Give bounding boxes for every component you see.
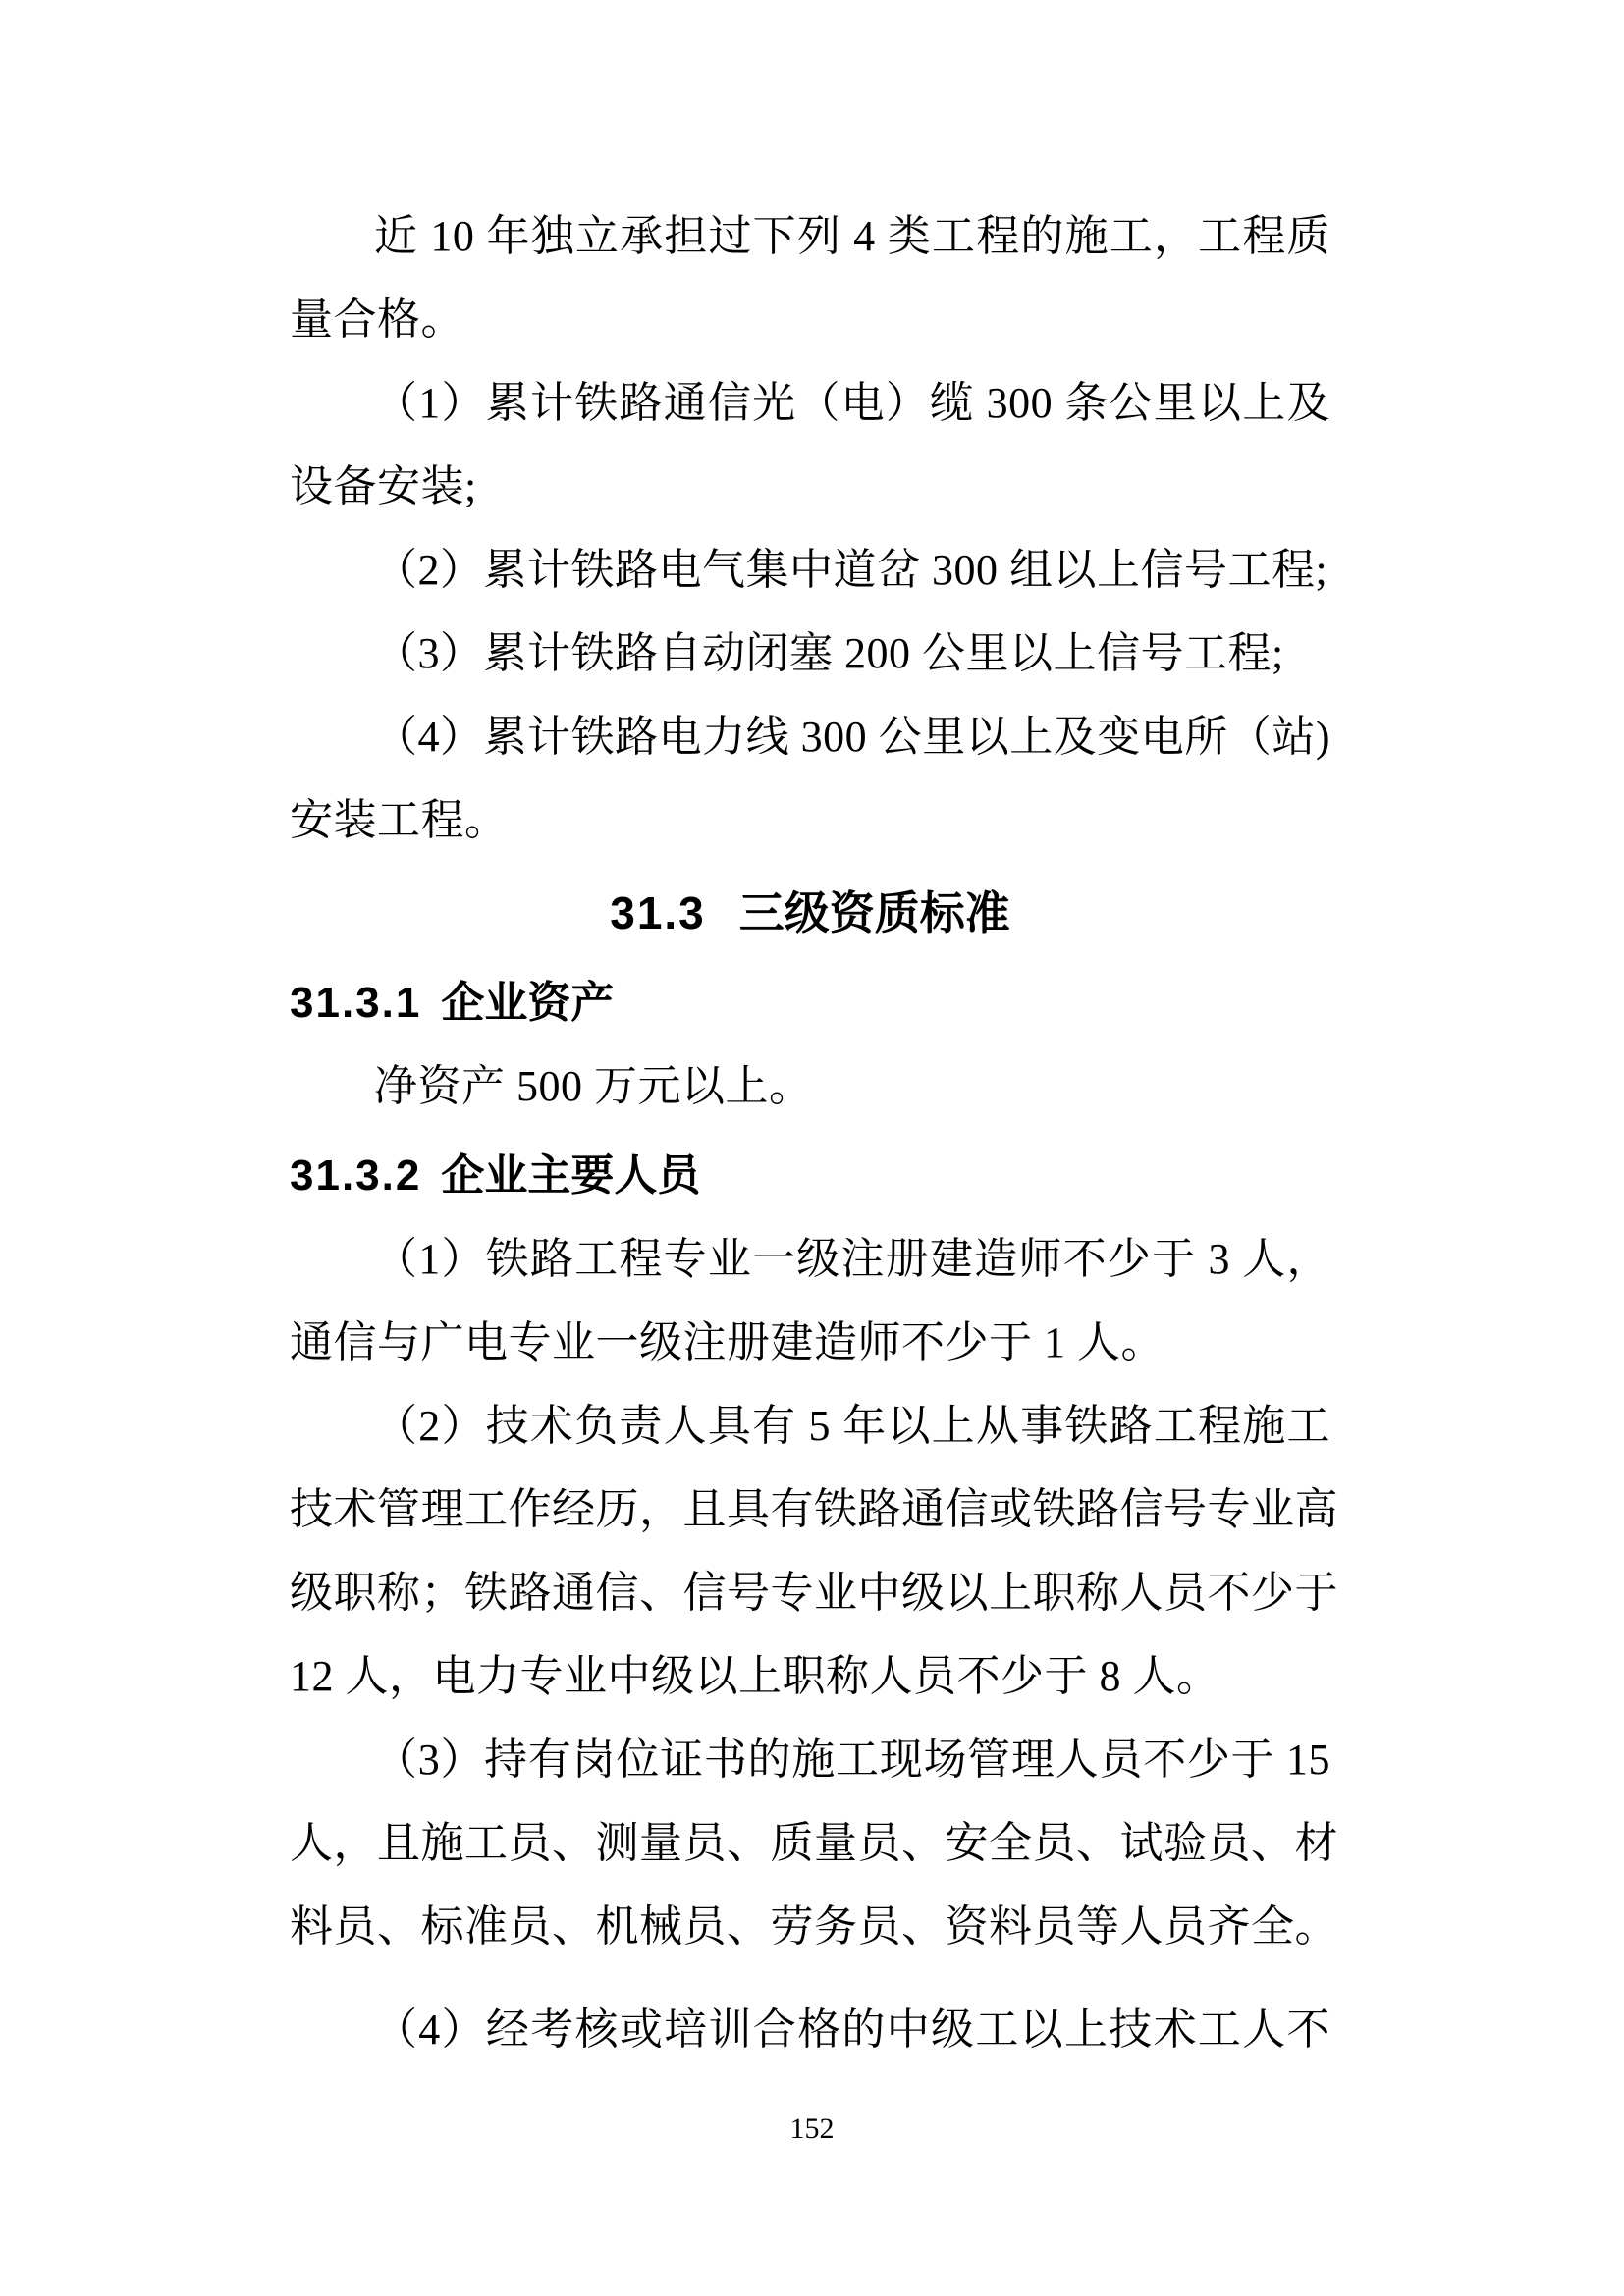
- section-title: 三级资质标准: [738, 887, 1010, 938]
- paragraph-line: （4）经考核或培训合格的中级工以上技术工人不: [374, 2005, 1330, 2054]
- subsection-number: 31.3.1: [290, 979, 422, 1027]
- subsection-heading-31-3-1: [290, 961, 1330, 1044]
- section-number: 31.3: [610, 887, 706, 938]
- paragraph-line: （3）累计铁路自动闭塞 200 公里以上信号工程;: [374, 629, 1284, 677]
- page-number: 152: [789, 2112, 835, 2145]
- paragraph-line: 通信与广电专业一级注册建造师不少于 1 人。: [290, 1318, 1164, 1366]
- paragraph-line: 技术管理工作经历，且具有铁路通信或铁路信号专业高: [290, 1485, 1338, 1533]
- paragraph-line: 安装工程。: [290, 796, 509, 844]
- section-heading-31-3: [290, 872, 1330, 955]
- paragraph-line: （1）累计铁路通信光（电）缆 300 条公里以上及: [374, 379, 1330, 427]
- paragraph-line: 量合格。: [290, 295, 464, 344]
- paragraph-line: 净资产 500 万元以上。: [374, 1062, 813, 1110]
- subsection-number: 31.3.2: [290, 1151, 422, 1200]
- paragraph-line: （4）累计铁路电力线 300 公里以上及变电所（站): [374, 713, 1330, 761]
- subsection-heading-31-3-2: [290, 1134, 1330, 1217]
- paragraph-line: （1）铁路工程专业一级注册建造师不少于 3 人，: [374, 1235, 1330, 1283]
- paragraph-line: 12 人，电力专业中级以上职称人员不少于 8 人。: [290, 1652, 1220, 1700]
- paragraph-line: 近 10 年独立承担过下列 4 类工程的施工，工程质: [374, 212, 1330, 260]
- paragraph-line: 人，且施工员、测量员、质量员、安全员、试验员、材: [290, 1819, 1338, 1867]
- paragraph-line: 级职称；铁路通信、信号专业中级以上职称人员不少于: [290, 1569, 1338, 1617]
- paragraph-line: （3）持有岗位证书的施工现场管理人员不少于 15: [374, 1735, 1330, 1784]
- subsection-title: 企业资产: [441, 979, 615, 1027]
- paragraph-line: （2）技术负责人具有 5 年以上从事铁路工程施工: [374, 1402, 1330, 1450]
- paragraph-line: 料员、标准员、机械员、劳务员、资料员等人员齐全。: [290, 1902, 1338, 1950]
- text-block: [290, 194, 1338, 2071]
- subsection-title: 企业主要人员: [441, 1151, 701, 1200]
- paragraph-line: 设备安装;: [290, 462, 477, 510]
- paragraph-line: （2）累计铁路电气集中道岔 300 组以上信号工程;: [374, 546, 1328, 594]
